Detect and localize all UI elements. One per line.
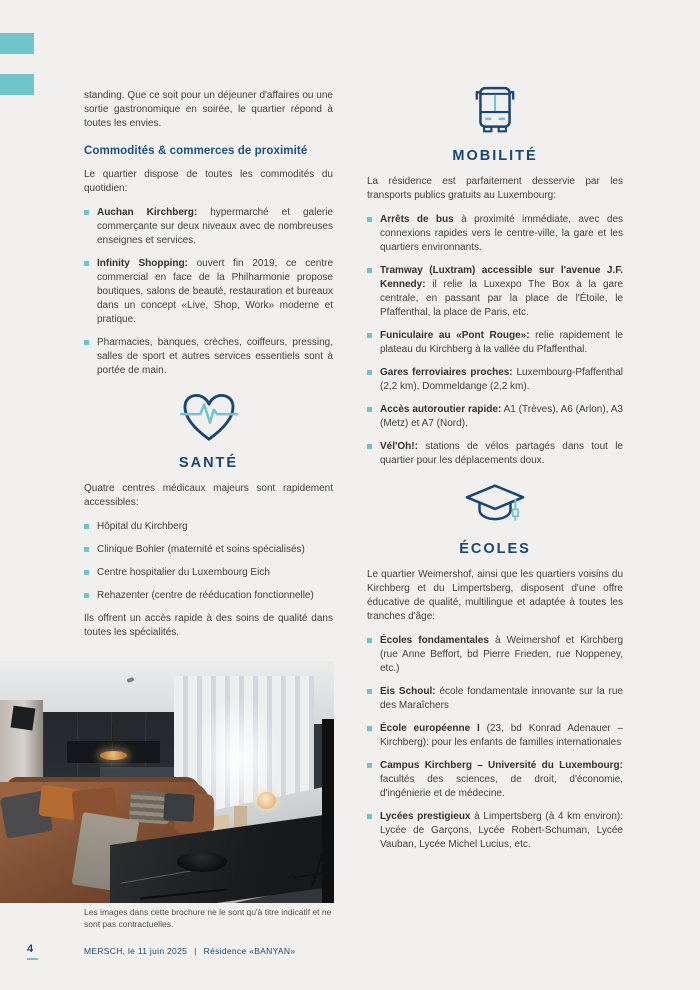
bullet-text: facultés des sciences, de droit, d'économie, d'ingénierie et de médecine. — [380, 774, 623, 799]
bullet-marker — [367, 370, 372, 375]
bullet-text: A1 (Trèves), A6 (Arlon), A3 (Metz) et A7 (Nord). — [380, 404, 623, 429]
right-column — [367, 84, 623, 861]
bullet-marker — [84, 570, 89, 575]
sante-icon-wrap — [84, 393, 333, 448]
footer — [84, 946, 295, 956]
bullet-bold: Arrêts de bus — [380, 214, 454, 225]
bullet-text: il relie la Luxexpo The Box à la gare centrale, en passant par la place de l'Étoile, le Pfaffenthal, la place de Paris, etc. — [380, 279, 623, 318]
ecoles-lead: Le quartier Weimershof, ainsi que les quartiers voisins du Kirchberg et du Limpertsberg, disposent d'une offre éducative de qualité, multilingue et adaptée à toutes les tranches d'âge: — [367, 569, 623, 622]
bullet-text: Clinique Bohler (maternité et soins spécialisés) — [97, 544, 305, 555]
bullet-text: relie rapidement le plateau du Kirchberg à la vallée du Pfaffenthal. — [380, 330, 623, 355]
graduation-cap-icon — [464, 483, 526, 529]
bullet-marker — [367, 407, 372, 412]
sante-list — [84, 520, 333, 603]
bullet-bold: Infinity Shopping: — [97, 258, 188, 269]
bullet-marker — [367, 814, 372, 819]
photo-bowl — [177, 852, 227, 871]
bullet-marker — [84, 210, 89, 215]
commodites-list — [84, 206, 333, 378]
bullet-text: Pharmacies, banques, crèches, coiffeurs, pressing, salles de sport et autres services essentiels sont à portée de main. — [97, 337, 333, 376]
mobilite-heading: MOBILITÉ — [452, 148, 538, 164]
bullet-text: Centre hospitalier du Luxembourg Eich — [97, 567, 270, 578]
left-column — [84, 89, 333, 640]
list-item — [84, 336, 333, 378]
bullet-marker — [84, 340, 89, 345]
bullet-marker — [367, 689, 372, 694]
bullet-marker — [367, 444, 372, 449]
bullet-bold: Vél'Oh!: — [380, 441, 418, 452]
corner-accent-bar-bottom — [0, 74, 34, 95]
bullet-bold: Lycées prestigieux — [380, 811, 471, 822]
bullet-text: Rehazenter (centre de rééducation fonctionnelle) — [97, 590, 314, 601]
list-item — [367, 759, 623, 801]
bullet-bold: Eis Schoul: — [380, 686, 436, 697]
list-item — [84, 257, 333, 327]
bullet-marker — [84, 524, 89, 529]
bullet-marker — [367, 763, 372, 768]
bullet-bold: Écoles fondamentales — [380, 635, 489, 646]
photo-ball-lamp — [257, 792, 275, 809]
commodites-lead: Le quartier dispose de toutes les commodités du quotidien: — [84, 169, 333, 194]
list-item — [367, 440, 623, 468]
list-item — [367, 634, 623, 676]
page-number: 4 — [27, 943, 34, 955]
bullet-text: à Weimershof et Kirchberg (rue Anne Beffort, bd Pierre Frieden, rue Noppeney, etc.) — [380, 635, 624, 674]
ecoles-heading: ÉCOLES — [459, 541, 531, 557]
photo-pillow — [163, 793, 194, 821]
heart-pulse-icon — [180, 393, 238, 443]
list-item — [84, 206, 333, 248]
footer-date-place: MERSCH, le 11 juin 2025 — [84, 946, 188, 956]
list-item — [367, 366, 623, 394]
bullet-marker — [367, 333, 372, 338]
list-item — [84, 589, 333, 603]
page-number-rule — [27, 958, 38, 960]
corner-accent-bar-top — [0, 33, 34, 54]
bullet-bold: Tramway (Luxtram) accessible sur l'avenue J.F. Kennedy: — [380, 265, 623, 290]
photo-caption: Les images dans cette brochure ne le sont qu'à titre indicatif et ne sont pas contractuelles. — [84, 907, 332, 929]
bullet-text: à proximité immédiate, avec des connexions rapides vers le centre-ville, la gare et les quartiers environnants. — [380, 214, 624, 253]
bullet-text: hypermarché et galerie commerçante sur deux niveaux avec de nombreuses enseignes et services. — [97, 207, 333, 246]
ecoles-icon-wrap — [367, 483, 623, 534]
bullet-marker — [84, 547, 89, 552]
bullet-marker — [367, 217, 372, 222]
bullet-bold: Gares ferroviaires proches: — [380, 367, 513, 378]
sante-lead: Quatre centres médicaux majeurs sont rapidement accessibles: — [84, 483, 333, 508]
photo-speaker — [10, 706, 35, 731]
bullet-marker — [84, 261, 89, 266]
sante-heading: SANTÉ — [178, 455, 239, 471]
photo-pendant-lamp — [100, 751, 127, 761]
list-item — [84, 566, 333, 580]
bullet-marker — [367, 268, 372, 273]
ecoles-list — [367, 634, 623, 852]
bullet-text: (23, bd Konrad Adenauer – Kirchberg): pour les enfants de familles internationales — [380, 723, 624, 748]
mobilite-icon-wrap — [367, 84, 623, 141]
footer-residence: Résidence «BANYAN» — [203, 946, 296, 956]
list-item — [84, 543, 333, 557]
list-item — [367, 264, 623, 320]
photo-pendant-cord — [112, 724, 113, 753]
list-item — [367, 685, 623, 713]
bullet-bold: Funiculaire au «Pont Rouge»: — [380, 330, 530, 341]
living-room-photo — [0, 661, 334, 903]
bullet-bold: École européenne I — [380, 723, 480, 734]
bullet-text: stations de vélos partagés dans tout le quartier pour les déplacements doux. — [380, 441, 623, 466]
sante-outro: Ils offrent un accès rapide à des soins de qualité dans toutes les spécialités. — [84, 613, 333, 638]
bullet-text: à Limpertsberg (à 4 km environ): Lycée de Garçons, Lycée Robert-Schuman, Lycée Vauban, Lycée Michel Lucius, etc. — [380, 811, 623, 850]
list-item — [367, 810, 623, 852]
list-item — [84, 520, 333, 534]
photo-tv-edge — [322, 719, 334, 903]
list-item — [367, 722, 623, 750]
bullet-text: école fondamentale innovante sur la rue des Maraîchers — [380, 686, 623, 711]
bullet-bold: Accès autoroutier rapide: — [380, 404, 502, 415]
mobilite-lead: La résidence est parfaitement desservie par les transports publics gratuits au Luxembourg: — [367, 176, 623, 201]
list-item — [367, 213, 623, 255]
mobilite-list — [367, 213, 623, 468]
bullet-marker — [367, 638, 372, 643]
bullet-text: Hôpital du Kirchberg — [97, 521, 188, 532]
list-item — [367, 403, 623, 431]
bullet-marker — [84, 593, 89, 598]
bullet-marker — [367, 726, 372, 731]
intro-paragraph: standing. Que ce soit pour un déjeuner d'affaires ou une sortie gastronomique en soirée, le quartier répond à toutes les envies. — [84, 90, 333, 129]
footer-separator: | — [194, 946, 197, 956]
bullet-bold: Auchan Kirchberg: — [97, 207, 198, 218]
bullet-text: ouvert fin 2019, ce centre commercial en face de la Philharmonie propose boutiques, salons de beauté, restauration et bureaux dans un concept «Live, Shop, Work» moderne et pratique. — [97, 258, 334, 325]
list-item — [367, 329, 623, 357]
bus-icon — [469, 84, 521, 136]
bullet-bold: Campus Kirchberg – Université du Luxembourg: — [380, 760, 623, 771]
commodites-heading: Commodités & commerces de proximité — [84, 145, 308, 157]
bullet-text: Luxembourg-Pfaffenthal (2,2 km), Dommeldange (2,2 km). — [380, 367, 623, 392]
